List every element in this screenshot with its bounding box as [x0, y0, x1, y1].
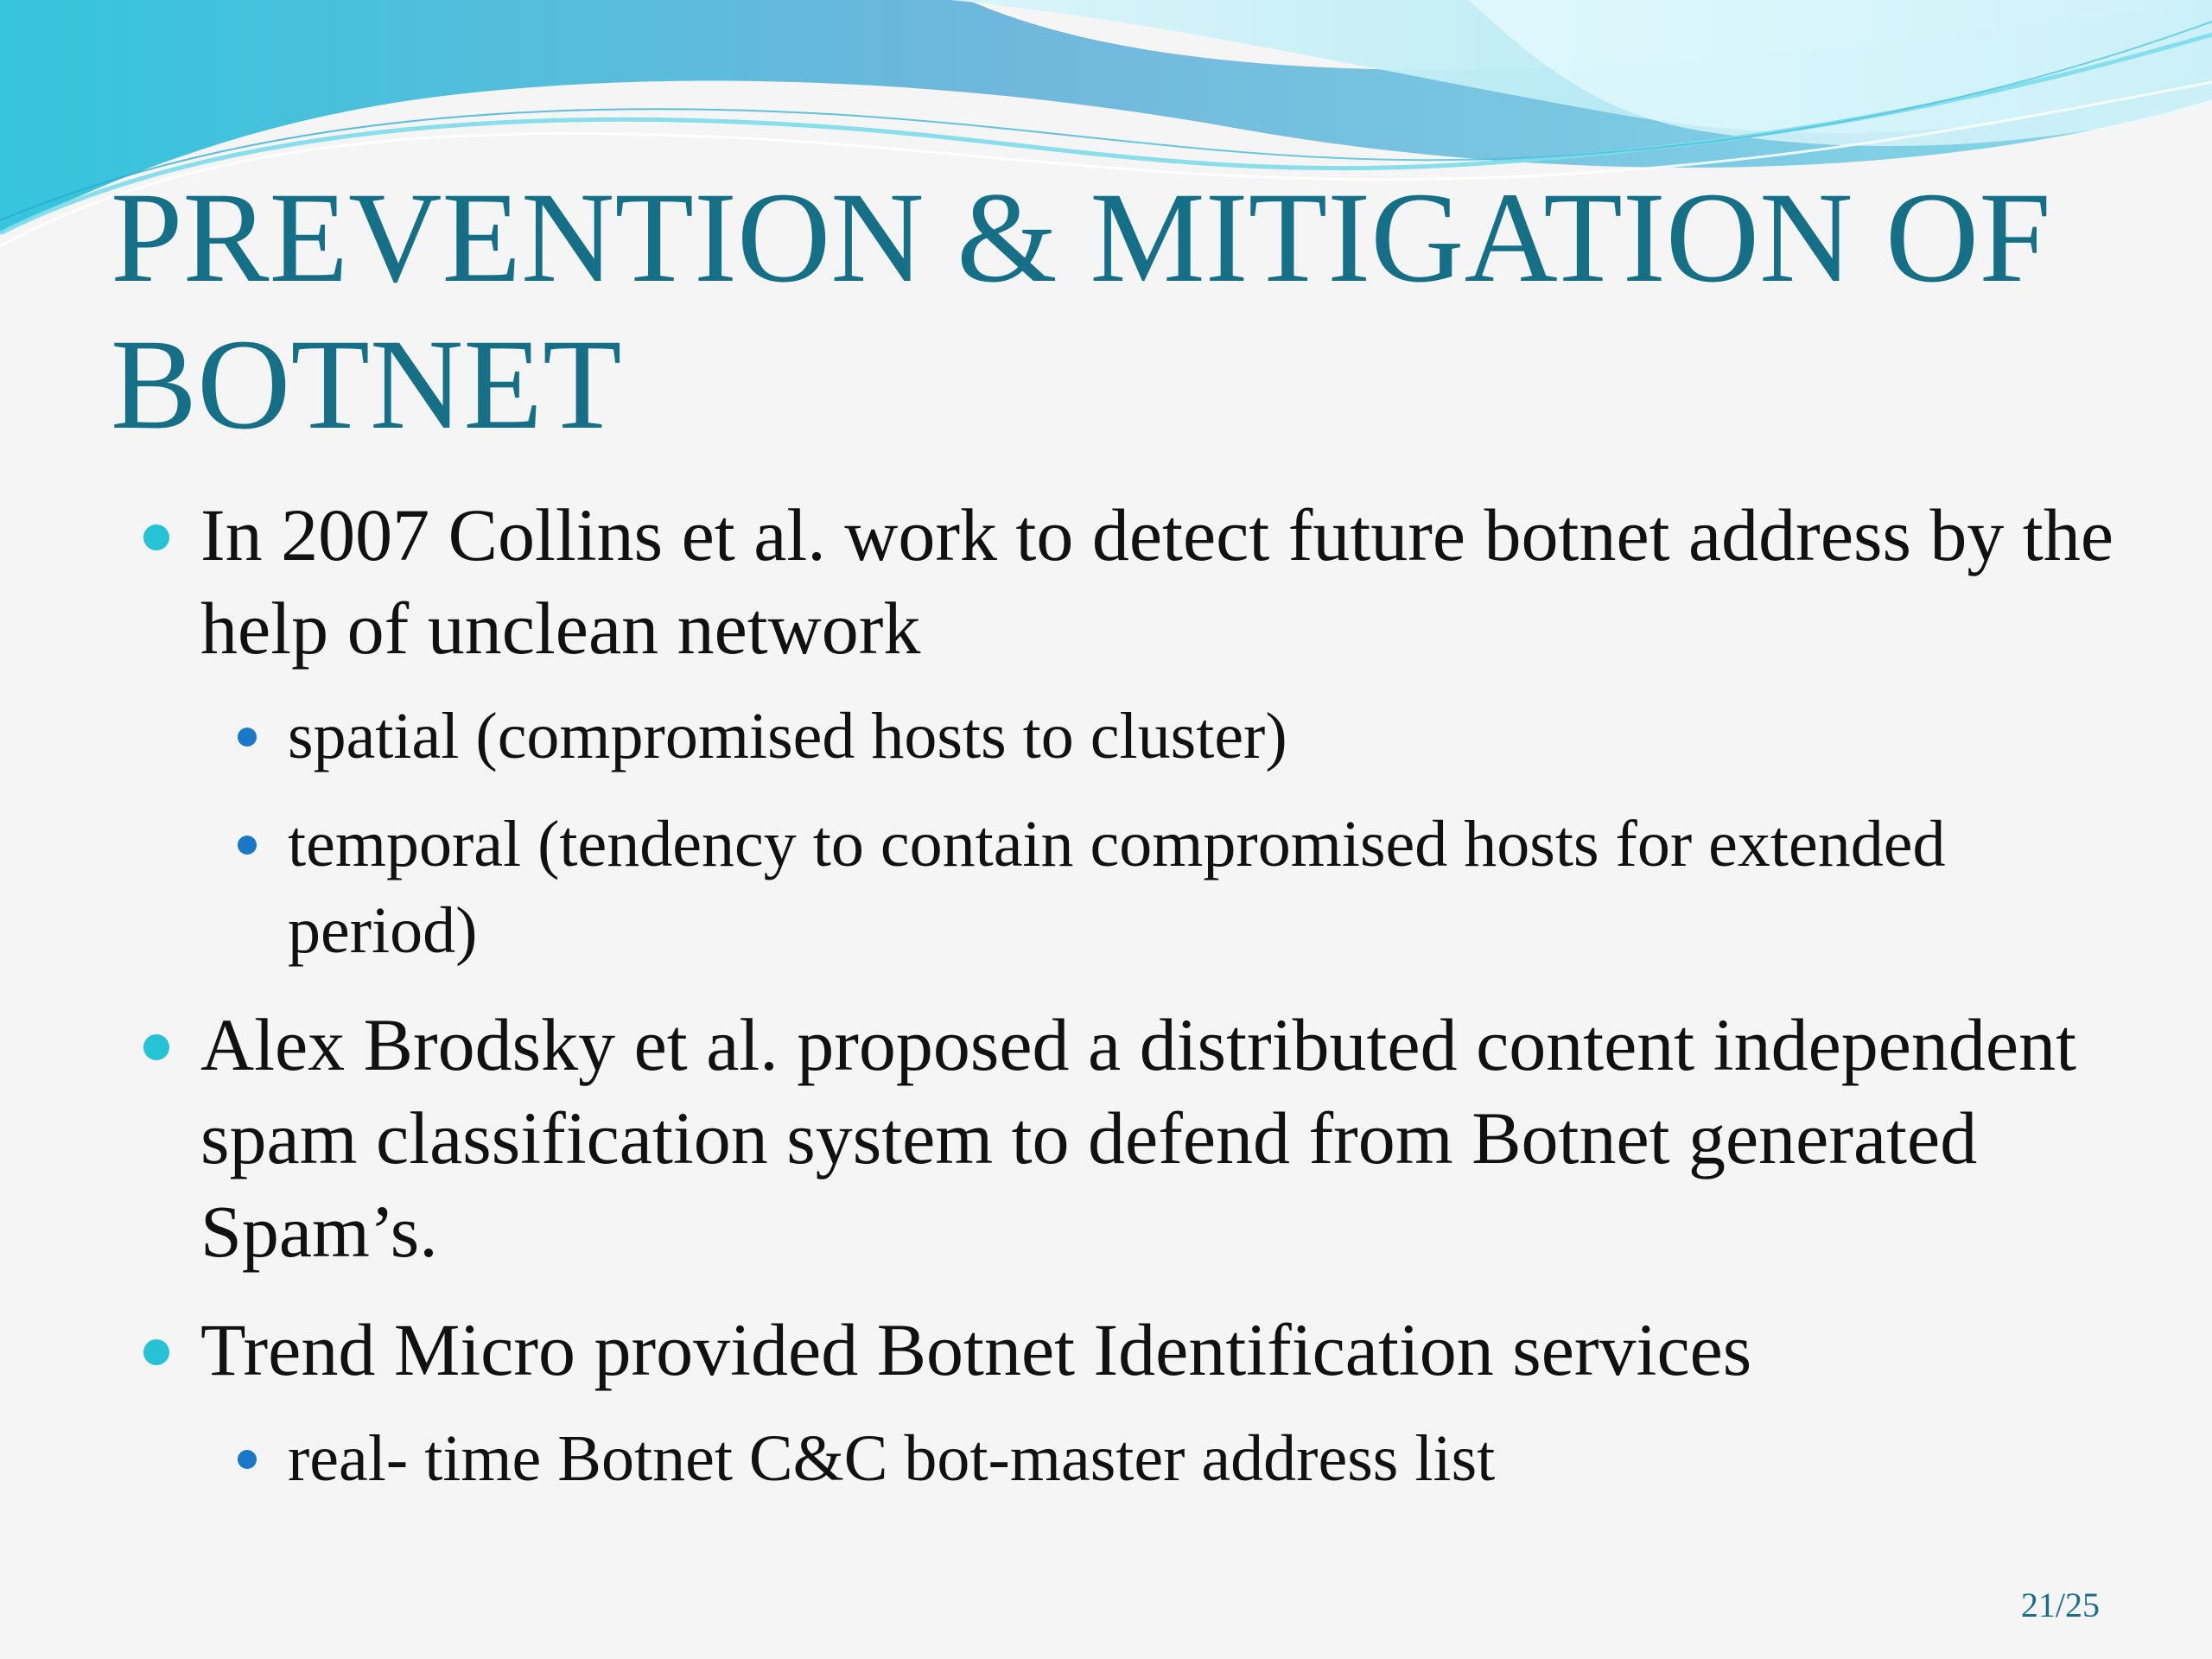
bullet-text-trend-micro: Trend Micro provided Botnet Identification services — [200, 1308, 1752, 1391]
bullet-item-trend-micro — [200, 1303, 2145, 1396]
primary-bullet-icon — [143, 1339, 169, 1365]
primary-bullet-icon — [143, 524, 169, 550]
secondary-bullet-icon — [238, 728, 257, 747]
secondary-bullet-icon — [238, 836, 257, 855]
bullet-text-collins: In 2007 Collins et al. work to detect future botnet address by the help of unclean network — [200, 493, 2113, 670]
bullet-item-collins — [200, 488, 2145, 675]
sub-bullet-item-temporal — [288, 801, 2102, 974]
page-number: 21/25 — [2020, 1586, 2100, 1624]
bullet-text-brodsky: Alex Brodsky et al. proposed a distributed content independent spam classification system to defend from Botnet generated Spam’s. — [200, 1003, 2076, 1273]
sub-bullet-item-spatial — [288, 693, 2102, 779]
sub-bullet-item-address-list — [288, 1415, 2102, 1502]
primary-bullet-icon — [143, 1034, 169, 1060]
slide-title-line-2: BOTNET — [111, 313, 622, 456]
slide-title-line-1: PREVENTION & MITIGATION OF — [111, 166, 2051, 309]
sub-bullet-text-address-list: real- time Botnet C&C bot-master address list — [288, 1422, 1496, 1495]
bullet-item-brodsky — [200, 998, 2145, 1278]
sub-bullet-text-spatial: spatial (compromised hosts to cluster) — [288, 700, 1287, 772]
secondary-bullet-icon — [238, 1450, 257, 1469]
sub-bullet-text-temporal: temporal (tendency to contain compromised hosts for extended period) — [288, 808, 1946, 967]
